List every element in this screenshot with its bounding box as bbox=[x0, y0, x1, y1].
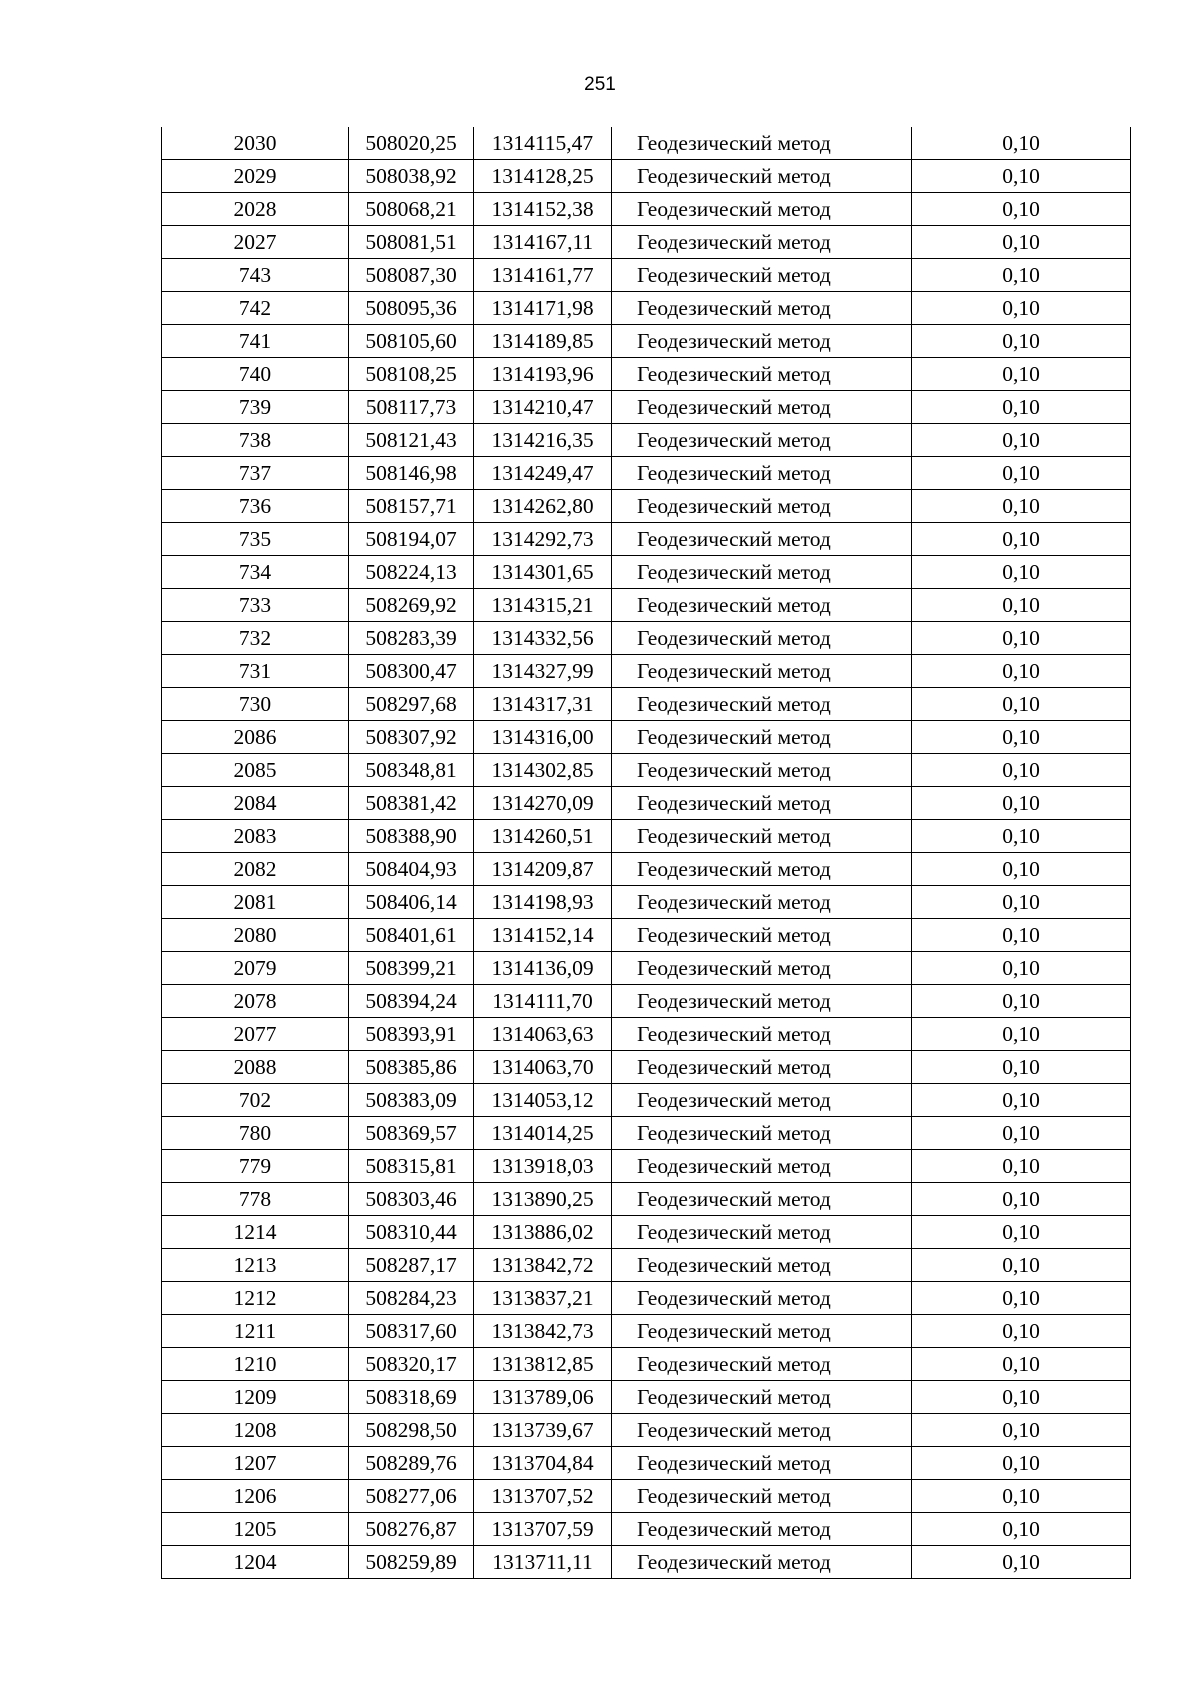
table-row bbox=[162, 1051, 1131, 1084]
point-number-cell: 2028 bbox=[162, 193, 349, 226]
y-coordinate-cell: 1314332,56 bbox=[474, 622, 612, 655]
x-coordinate-cell: 508259,89 bbox=[349, 1546, 474, 1579]
accuracy-cell: 0,10 bbox=[912, 754, 1131, 787]
y-coordinate-cell: 1314115,47 bbox=[474, 127, 612, 160]
accuracy-cell: 0,10 bbox=[912, 226, 1131, 259]
method-cell: Геодезический метод bbox=[612, 622, 912, 655]
y-coordinate-cell: 1313812,85 bbox=[474, 1348, 612, 1381]
table-row bbox=[162, 259, 1131, 292]
table-row bbox=[162, 919, 1131, 952]
table-row bbox=[162, 853, 1131, 886]
accuracy-cell: 0,10 bbox=[912, 1150, 1131, 1183]
x-coordinate-cell: 508081,51 bbox=[349, 226, 474, 259]
y-coordinate-cell: 1313918,03 bbox=[474, 1150, 612, 1183]
x-coordinate-cell: 508224,13 bbox=[349, 556, 474, 589]
accuracy-cell: 0,10 bbox=[912, 556, 1131, 589]
y-coordinate-cell: 1314327,99 bbox=[474, 655, 612, 688]
page-number: 251 bbox=[584, 74, 616, 95]
accuracy-cell: 0,10 bbox=[912, 1084, 1131, 1117]
table-row bbox=[162, 1513, 1131, 1546]
table-row bbox=[162, 457, 1131, 490]
point-number-cell: 2077 bbox=[162, 1018, 349, 1051]
table-row bbox=[162, 688, 1131, 721]
x-coordinate-cell: 508020,25 bbox=[349, 127, 474, 160]
table-row bbox=[162, 325, 1131, 358]
accuracy-cell: 0,10 bbox=[912, 127, 1131, 160]
point-number-cell: 1213 bbox=[162, 1249, 349, 1282]
accuracy-cell: 0,10 bbox=[912, 1480, 1131, 1513]
table-row bbox=[162, 490, 1131, 523]
accuracy-cell: 0,10 bbox=[912, 160, 1131, 193]
accuracy-cell: 0,10 bbox=[912, 523, 1131, 556]
method-cell: Геодезический метод bbox=[612, 919, 912, 952]
y-coordinate-cell: 1314209,87 bbox=[474, 853, 612, 886]
accuracy-cell: 0,10 bbox=[912, 919, 1131, 952]
x-coordinate-cell: 508381,42 bbox=[349, 787, 474, 820]
table-row bbox=[162, 1018, 1131, 1051]
accuracy-cell: 0,10 bbox=[912, 358, 1131, 391]
accuracy-cell: 0,10 bbox=[912, 886, 1131, 919]
method-cell: Геодезический метод bbox=[612, 820, 912, 853]
point-number-cell: 702 bbox=[162, 1084, 349, 1117]
y-coordinate-cell: 1313842,72 bbox=[474, 1249, 612, 1282]
y-coordinate-cell: 1314193,96 bbox=[474, 358, 612, 391]
method-cell: Геодезический метод bbox=[612, 1513, 912, 1546]
x-coordinate-cell: 508287,17 bbox=[349, 1249, 474, 1282]
table-row bbox=[162, 556, 1131, 589]
method-cell: Геодезический метод bbox=[612, 325, 912, 358]
table-row bbox=[162, 655, 1131, 688]
y-coordinate-cell: 1313890,25 bbox=[474, 1183, 612, 1216]
table-row bbox=[162, 160, 1131, 193]
point-number-cell: 778 bbox=[162, 1183, 349, 1216]
accuracy-cell: 0,10 bbox=[912, 1546, 1131, 1579]
accuracy-cell: 0,10 bbox=[912, 1282, 1131, 1315]
y-coordinate-cell: 1314260,51 bbox=[474, 820, 612, 853]
y-coordinate-cell: 1313789,06 bbox=[474, 1381, 612, 1414]
x-coordinate-cell: 508348,81 bbox=[349, 754, 474, 787]
y-coordinate-cell: 1314014,25 bbox=[474, 1117, 612, 1150]
point-number-cell: 740 bbox=[162, 358, 349, 391]
accuracy-cell: 0,10 bbox=[912, 424, 1131, 457]
method-cell: Геодезический метод bbox=[612, 754, 912, 787]
point-number-cell: 1207 bbox=[162, 1447, 349, 1480]
method-cell: Геодезический метод bbox=[612, 1051, 912, 1084]
accuracy-cell: 0,10 bbox=[912, 292, 1131, 325]
table-row bbox=[162, 127, 1131, 160]
y-coordinate-cell: 1314315,21 bbox=[474, 589, 612, 622]
x-coordinate-cell: 508394,24 bbox=[349, 985, 474, 1018]
y-coordinate-cell: 1313704,84 bbox=[474, 1447, 612, 1480]
point-number-cell: 1210 bbox=[162, 1348, 349, 1381]
y-coordinate-cell: 1314301,65 bbox=[474, 556, 612, 589]
point-number-cell: 2084 bbox=[162, 787, 349, 820]
y-coordinate-cell: 1314136,09 bbox=[474, 952, 612, 985]
method-cell: Геодезический метод bbox=[612, 391, 912, 424]
y-coordinate-cell: 1314210,47 bbox=[474, 391, 612, 424]
point-number-cell: 2079 bbox=[162, 952, 349, 985]
method-cell: Геодезический метод bbox=[612, 1546, 912, 1579]
accuracy-cell: 0,10 bbox=[912, 1414, 1131, 1447]
point-number-cell: 2080 bbox=[162, 919, 349, 952]
method-cell: Геодезический метод bbox=[612, 127, 912, 160]
y-coordinate-cell: 1313886,02 bbox=[474, 1216, 612, 1249]
point-number-cell: 737 bbox=[162, 457, 349, 490]
point-number-cell: 731 bbox=[162, 655, 349, 688]
table-row bbox=[162, 1348, 1131, 1381]
x-coordinate-cell: 508105,60 bbox=[349, 325, 474, 358]
point-number-cell: 2085 bbox=[162, 754, 349, 787]
point-number-cell: 780 bbox=[162, 1117, 349, 1150]
table-row bbox=[162, 820, 1131, 853]
accuracy-cell: 0,10 bbox=[912, 622, 1131, 655]
point-number-cell: 1212 bbox=[162, 1282, 349, 1315]
point-number-cell: 1214 bbox=[162, 1216, 349, 1249]
table-row bbox=[162, 1414, 1131, 1447]
table-row bbox=[162, 721, 1131, 754]
accuracy-cell: 0,10 bbox=[912, 853, 1131, 886]
x-coordinate-cell: 508298,50 bbox=[349, 1414, 474, 1447]
x-coordinate-cell: 508121,43 bbox=[349, 424, 474, 457]
x-coordinate-cell: 508087,30 bbox=[349, 259, 474, 292]
x-coordinate-cell: 508303,46 bbox=[349, 1183, 474, 1216]
method-cell: Геодезический метод bbox=[612, 985, 912, 1018]
method-cell: Геодезический метод bbox=[612, 1282, 912, 1315]
table-row bbox=[162, 622, 1131, 655]
point-number-cell: 736 bbox=[162, 490, 349, 523]
point-number-cell: 1205 bbox=[162, 1513, 349, 1546]
point-number-cell: 2082 bbox=[162, 853, 349, 886]
y-coordinate-cell: 1314189,85 bbox=[474, 325, 612, 358]
table-row bbox=[162, 226, 1131, 259]
table-row bbox=[162, 1117, 1131, 1150]
point-number-cell: 734 bbox=[162, 556, 349, 589]
y-coordinate-cell: 1314167,11 bbox=[474, 226, 612, 259]
method-cell: Геодезический метод bbox=[612, 523, 912, 556]
x-coordinate-cell: 508315,81 bbox=[349, 1150, 474, 1183]
table-row bbox=[162, 952, 1131, 985]
table-row bbox=[162, 787, 1131, 820]
method-cell: Геодезический метод bbox=[612, 655, 912, 688]
point-number-cell: 730 bbox=[162, 688, 349, 721]
y-coordinate-cell: 1314292,73 bbox=[474, 523, 612, 556]
method-cell: Геодезический метод bbox=[612, 1018, 912, 1051]
point-number-cell: 2081 bbox=[162, 886, 349, 919]
x-coordinate-cell: 508269,92 bbox=[349, 589, 474, 622]
table-row bbox=[162, 1315, 1131, 1348]
y-coordinate-cell: 1314216,35 bbox=[474, 424, 612, 457]
accuracy-cell: 0,10 bbox=[912, 1051, 1131, 1084]
x-coordinate-cell: 508404,93 bbox=[349, 853, 474, 886]
y-coordinate-cell: 1313707,59 bbox=[474, 1513, 612, 1546]
table-row bbox=[162, 985, 1131, 1018]
point-number-cell: 2083 bbox=[162, 820, 349, 853]
method-cell: Геодезический метод bbox=[612, 1150, 912, 1183]
point-number-cell: 732 bbox=[162, 622, 349, 655]
method-cell: Геодезический метод bbox=[612, 160, 912, 193]
point-number-cell: 741 bbox=[162, 325, 349, 358]
table-row bbox=[162, 391, 1131, 424]
table-row bbox=[162, 886, 1131, 919]
method-cell: Геодезический метод bbox=[612, 589, 912, 622]
point-number-cell: 779 bbox=[162, 1150, 349, 1183]
table-row bbox=[162, 1150, 1131, 1183]
table-row bbox=[162, 292, 1131, 325]
x-coordinate-cell: 508310,44 bbox=[349, 1216, 474, 1249]
point-number-cell: 733 bbox=[162, 589, 349, 622]
accuracy-cell: 0,10 bbox=[912, 1348, 1131, 1381]
table-row bbox=[162, 1249, 1131, 1282]
method-cell: Геодезический метод bbox=[612, 886, 912, 919]
x-coordinate-cell: 508317,60 bbox=[349, 1315, 474, 1348]
x-coordinate-cell: 508068,21 bbox=[349, 193, 474, 226]
method-cell: Геодезический метод bbox=[612, 556, 912, 589]
method-cell: Геодезический метод bbox=[612, 1480, 912, 1513]
table-row bbox=[162, 589, 1131, 622]
accuracy-cell: 0,10 bbox=[912, 952, 1131, 985]
y-coordinate-cell: 1314111,70 bbox=[474, 985, 612, 1018]
method-cell: Геодезический метод bbox=[612, 853, 912, 886]
table-row bbox=[162, 1447, 1131, 1480]
method-cell: Геодезический метод bbox=[612, 1315, 912, 1348]
table-row bbox=[162, 1282, 1131, 1315]
accuracy-cell: 0,10 bbox=[912, 1249, 1131, 1282]
method-cell: Геодезический метод bbox=[612, 1414, 912, 1447]
method-cell: Геодезический метод bbox=[612, 721, 912, 754]
point-number-cell: 2078 bbox=[162, 985, 349, 1018]
point-number-cell: 1208 bbox=[162, 1414, 349, 1447]
point-number-cell: 1211 bbox=[162, 1315, 349, 1348]
accuracy-cell: 0,10 bbox=[912, 589, 1131, 622]
method-cell: Геодезический метод bbox=[612, 292, 912, 325]
point-number-cell: 1209 bbox=[162, 1381, 349, 1414]
x-coordinate-cell: 508284,23 bbox=[349, 1282, 474, 1315]
y-coordinate-cell: 1314053,12 bbox=[474, 1084, 612, 1117]
y-coordinate-cell: 1314262,80 bbox=[474, 490, 612, 523]
accuracy-cell: 0,10 bbox=[912, 985, 1131, 1018]
point-number-cell: 2030 bbox=[162, 127, 349, 160]
method-cell: Геодезический метод bbox=[612, 1117, 912, 1150]
y-coordinate-cell: 1314316,00 bbox=[474, 721, 612, 754]
accuracy-cell: 0,10 bbox=[912, 1183, 1131, 1216]
x-coordinate-cell: 508095,36 bbox=[349, 292, 474, 325]
method-cell: Геодезический метод bbox=[612, 1249, 912, 1282]
coordinates-table-body bbox=[162, 127, 1131, 1579]
x-coordinate-cell: 508383,09 bbox=[349, 1084, 474, 1117]
x-coordinate-cell: 508406,14 bbox=[349, 886, 474, 919]
method-cell: Геодезический метод bbox=[612, 1447, 912, 1480]
y-coordinate-cell: 1314171,98 bbox=[474, 292, 612, 325]
x-coordinate-cell: 508399,21 bbox=[349, 952, 474, 985]
point-number-cell: 738 bbox=[162, 424, 349, 457]
table-row bbox=[162, 1381, 1131, 1414]
table-row bbox=[162, 1216, 1131, 1249]
accuracy-cell: 0,10 bbox=[912, 655, 1131, 688]
point-number-cell: 2029 bbox=[162, 160, 349, 193]
x-coordinate-cell: 508318,69 bbox=[349, 1381, 474, 1414]
point-number-cell: 743 bbox=[162, 259, 349, 292]
method-cell: Геодезический метод bbox=[612, 490, 912, 523]
point-number-cell: 742 bbox=[162, 292, 349, 325]
accuracy-cell: 0,10 bbox=[912, 391, 1131, 424]
accuracy-cell: 0,10 bbox=[912, 787, 1131, 820]
method-cell: Геодезический метод bbox=[612, 1183, 912, 1216]
accuracy-cell: 0,10 bbox=[912, 1447, 1131, 1480]
y-coordinate-cell: 1314302,85 bbox=[474, 754, 612, 787]
x-coordinate-cell: 508117,73 bbox=[349, 391, 474, 424]
method-cell: Геодезический метод bbox=[612, 1348, 912, 1381]
x-coordinate-cell: 508277,06 bbox=[349, 1480, 474, 1513]
y-coordinate-cell: 1313837,21 bbox=[474, 1282, 612, 1315]
point-number-cell: 2027 bbox=[162, 226, 349, 259]
y-coordinate-cell: 1313711,11 bbox=[474, 1546, 612, 1579]
x-coordinate-cell: 508300,47 bbox=[349, 655, 474, 688]
y-coordinate-cell: 1313842,73 bbox=[474, 1315, 612, 1348]
method-cell: Геодезический метод bbox=[612, 226, 912, 259]
x-coordinate-cell: 508369,57 bbox=[349, 1117, 474, 1150]
table-row bbox=[162, 523, 1131, 556]
x-coordinate-cell: 508146,98 bbox=[349, 457, 474, 490]
method-cell: Геодезический метод bbox=[612, 688, 912, 721]
accuracy-cell: 0,10 bbox=[912, 1216, 1131, 1249]
accuracy-cell: 0,10 bbox=[912, 688, 1131, 721]
y-coordinate-cell: 1314152,14 bbox=[474, 919, 612, 952]
x-coordinate-cell: 508157,71 bbox=[349, 490, 474, 523]
accuracy-cell: 0,10 bbox=[912, 820, 1131, 853]
accuracy-cell: 0,10 bbox=[912, 457, 1131, 490]
y-coordinate-cell: 1314128,25 bbox=[474, 160, 612, 193]
x-coordinate-cell: 508307,92 bbox=[349, 721, 474, 754]
method-cell: Геодезический метод bbox=[612, 787, 912, 820]
x-coordinate-cell: 508388,90 bbox=[349, 820, 474, 853]
point-number-cell: 735 bbox=[162, 523, 349, 556]
y-coordinate-cell: 1314063,63 bbox=[474, 1018, 612, 1051]
method-cell: Геодезический метод bbox=[612, 424, 912, 457]
accuracy-cell: 0,10 bbox=[912, 721, 1131, 754]
x-coordinate-cell: 508401,61 bbox=[349, 919, 474, 952]
point-number-cell: 1206 bbox=[162, 1480, 349, 1513]
x-coordinate-cell: 508194,07 bbox=[349, 523, 474, 556]
accuracy-cell: 0,10 bbox=[912, 1018, 1131, 1051]
y-coordinate-cell: 1314063,70 bbox=[474, 1051, 612, 1084]
table-row bbox=[162, 1480, 1131, 1513]
y-coordinate-cell: 1313739,67 bbox=[474, 1414, 612, 1447]
point-number-cell: 739 bbox=[162, 391, 349, 424]
accuracy-cell: 0,10 bbox=[912, 1513, 1131, 1546]
point-number-cell: 2086 bbox=[162, 721, 349, 754]
x-coordinate-cell: 508283,39 bbox=[349, 622, 474, 655]
accuracy-cell: 0,10 bbox=[912, 1315, 1131, 1348]
table-row bbox=[162, 193, 1131, 226]
point-number-cell: 1204 bbox=[162, 1546, 349, 1579]
y-coordinate-cell: 1313707,52 bbox=[474, 1480, 612, 1513]
y-coordinate-cell: 1314249,47 bbox=[474, 457, 612, 490]
x-coordinate-cell: 508297,68 bbox=[349, 688, 474, 721]
table-row bbox=[162, 1546, 1131, 1579]
method-cell: Геодезический метод bbox=[612, 1216, 912, 1249]
x-coordinate-cell: 508320,17 bbox=[349, 1348, 474, 1381]
table-row bbox=[162, 1183, 1131, 1216]
accuracy-cell: 0,10 bbox=[912, 1117, 1131, 1150]
x-coordinate-cell: 508108,25 bbox=[349, 358, 474, 391]
y-coordinate-cell: 1314152,38 bbox=[474, 193, 612, 226]
y-coordinate-cell: 1314270,09 bbox=[474, 787, 612, 820]
method-cell: Геодезический метод bbox=[612, 1084, 912, 1117]
y-coordinate-cell: 1314317,31 bbox=[474, 688, 612, 721]
x-coordinate-cell: 508385,86 bbox=[349, 1051, 474, 1084]
method-cell: Геодезический метод bbox=[612, 193, 912, 226]
method-cell: Геодезический метод bbox=[612, 952, 912, 985]
point-number-cell: 2088 bbox=[162, 1051, 349, 1084]
y-coordinate-cell: 1314161,77 bbox=[474, 259, 612, 292]
accuracy-cell: 0,10 bbox=[912, 325, 1131, 358]
y-coordinate-cell: 1314198,93 bbox=[474, 886, 612, 919]
x-coordinate-cell: 508289,76 bbox=[349, 1447, 474, 1480]
method-cell: Геодезический метод bbox=[612, 1381, 912, 1414]
x-coordinate-cell: 508393,91 bbox=[349, 1018, 474, 1051]
table-row bbox=[162, 424, 1131, 457]
x-coordinate-cell: 508038,92 bbox=[349, 160, 474, 193]
table-row bbox=[162, 358, 1131, 391]
x-coordinate-cell: 508276,87 bbox=[349, 1513, 474, 1546]
table-row bbox=[162, 1084, 1131, 1117]
accuracy-cell: 0,10 bbox=[912, 490, 1131, 523]
method-cell: Геодезический метод bbox=[612, 259, 912, 292]
table-row bbox=[162, 754, 1131, 787]
method-cell: Геодезический метод bbox=[612, 457, 912, 490]
coordinates-table bbox=[161, 127, 1131, 1579]
method-cell: Геодезический метод bbox=[612, 358, 912, 391]
accuracy-cell: 0,10 bbox=[912, 1381, 1131, 1414]
accuracy-cell: 0,10 bbox=[912, 193, 1131, 226]
accuracy-cell: 0,10 bbox=[912, 259, 1131, 292]
